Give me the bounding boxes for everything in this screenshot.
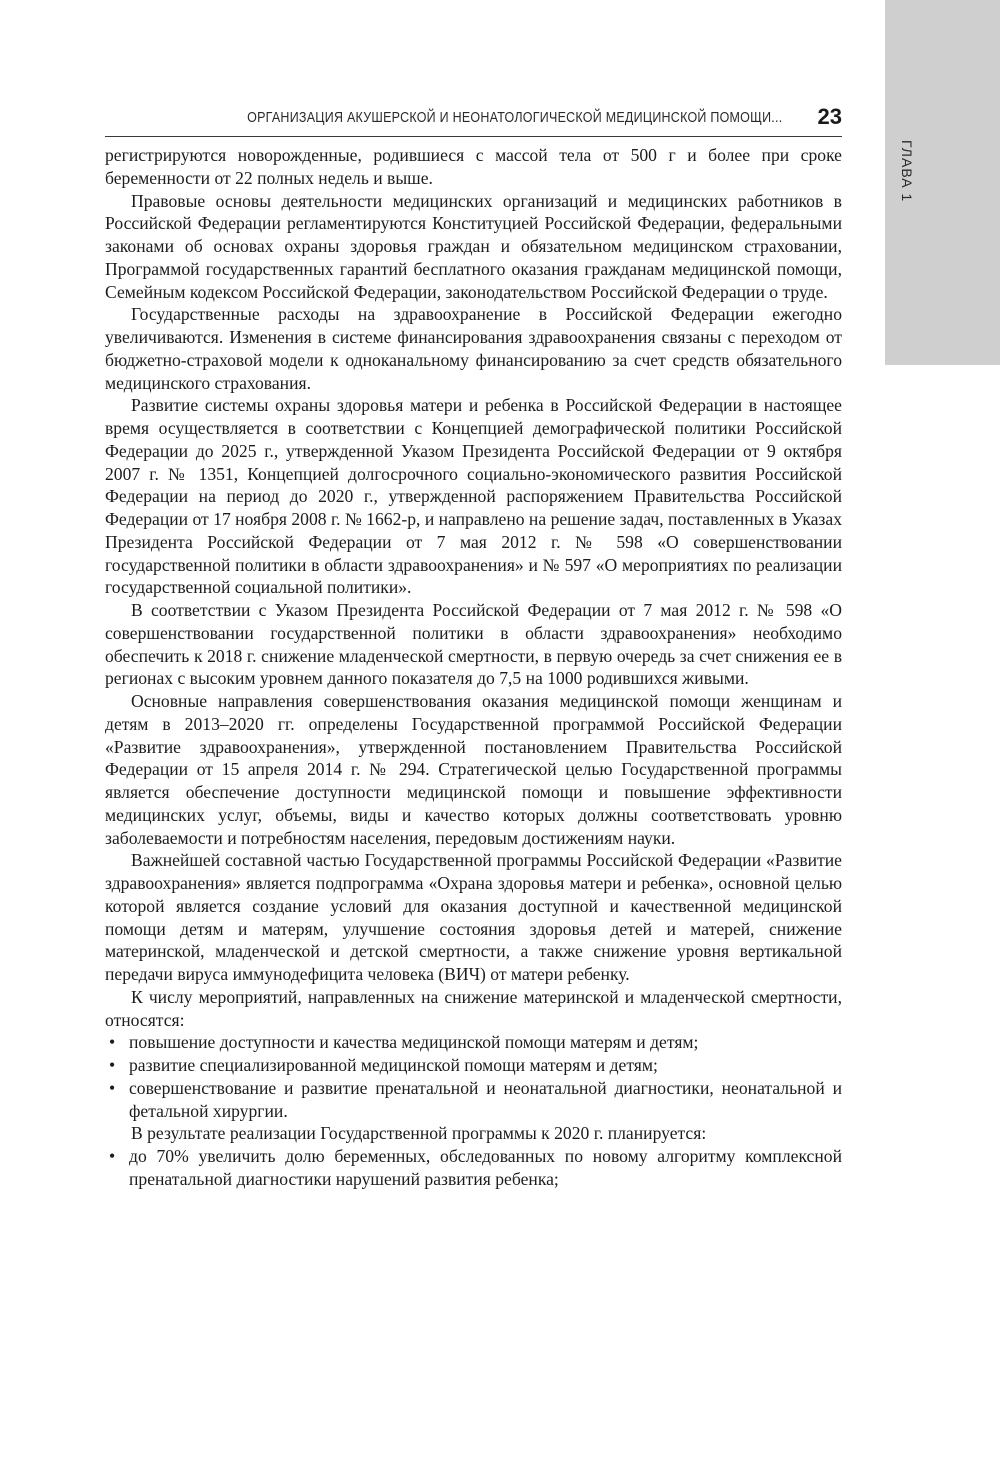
paragraph: Правовые основы деятельности медицинских организаций и медицинских работников в Российской Федерации регламентируются Конституцией Российской Федерации, федеральными законами об основах охраны здоровья граждан и обязательном медицинском страховании, Программой государственных гарантий бесплатного оказания гражданам медицинской помощи, Семейным кодексом Российской Федерации, законодательством Российской Федерации о труде. (105, 190, 842, 302)
paragraph: В соответствии с Указом Президента Российской Федерации от 7 мая 2012 г. № 598 «О совершенствовании государственной политики в области здравоохранения» необходимо обеспечить к 2018 г. снижение младенческой смертности, в первую очередь за счет снижения ее в регионах с высоким уровнем данного показателя до 7,5 на 1000 родившихся живыми. (105, 600, 842, 689)
running-header (105, 104, 842, 137)
paragraph: Развитие системы охраны здоровья матери и ребенка в Российской Федерации в настоящее время осуществляется в соответствии с Концепцией демографической политики Российской Федерации до 2025 г., утвержденной Указом Президента Российской Федерации от 9 октября 2007 г. № 1351, Концепцией долгосрочного социально-экономического развития Российской Федерации на период до 2020 г., утвержденной распоряжением Правительства Российской Федерации от 17 ноября 2008 г. № 1662-р, и направлено на решение задач, поставленных в Указах Президента Российской Федерации от 7 мая 2012 г. № 598 «О совершенствовании государственной политики в области здравоохранения» и № 597 «О мероприятиях по реализации государственной социальной политики». (105, 395, 842, 598)
results-intro: В результате реализации Государственной программы к 2020 г. планируется: (131, 1123, 707, 1144)
chapter-label: ГЛАВА 1 (899, 140, 915, 203)
list-item: • повышение доступности и качества медицинской помощи матерям и детям; (129, 1031, 842, 1054)
list-item: • до 70% увеличить долю беременных, обследованных по новому алгоритму комплексной пренатальной диагностики нарушений развития ребенка; (129, 1145, 842, 1191)
header-title: ОРГАНИЗАЦИЯ АКУШЕРСКОЙ И НЕОНАТОЛОГИЧЕСКОЙ МЕДИЦИНСКОЙ ПОМОЩИ... (246, 110, 782, 126)
list-item: • совершенствование и развитие пренатальной и неонатальной диагностики, неонатальной и фетальной хирургии. (129, 1077, 842, 1123)
paragraph: Государственные расходы на здравоохранение в Российской Федерации ежегодно увеличиваются. Изменения в системе финансирования здравоохранения связаны с переходом от бюджетно-страховой модели к одноканальному финансированию за счет средств обязательного медицинского страхования. (105, 304, 842, 393)
continuation-paragraph: регистрируются новорожденные, родившиеся с массой тела от 500 г и более при сроке беременности от 22 полных недель и выше. (105, 145, 842, 188)
results-list (105, 1145, 842, 1191)
measures-list (105, 1031, 842, 1122)
list-item: • развитие специализированной медицинской помощи матерям и детям; (129, 1054, 842, 1077)
measures-intro: К числу мероприятий, направленных на снижение материнской и младенческой смертности, относятся: (105, 986, 842, 1030)
page-number: 23 (817, 104, 842, 129)
body-text (105, 144, 842, 1191)
paragraph: Важнейшей составной частью Государственной программы Российской Федерации «Развитие здравоохранения» является подпрограмма «Охрана здоровья матери и ребенка», основной целью которой является создание условий для оказания доступной и качественной медицинской помощи детям и матерям, улучшение состояния здоровья детей и матерей, снижение материнской, младенческой и детской смертности, а также снижение уровня вертикальной передачи вируса иммунодефицита человека (ВИЧ) от матери ребенку. (105, 850, 842, 984)
paragraph: Основные направления совершенствования оказания медицинской помощи женщинам и детям в 2013–2020 гг. определены Государственной программой Российской Федерации «Развитие здравоохранения», утвержденной постановлением Правительства Российской Федерации от 15 апреля 2014 г. № 294. Стратегической целью Государственной программы является обеспечение доступности медицинской помощи и повышение эффективности медицинских услуг, объемы, виды и качество которых должны соответствовать уровню заболеваемости и потребностям населения, передовым достижениям науки. (105, 691, 842, 848)
